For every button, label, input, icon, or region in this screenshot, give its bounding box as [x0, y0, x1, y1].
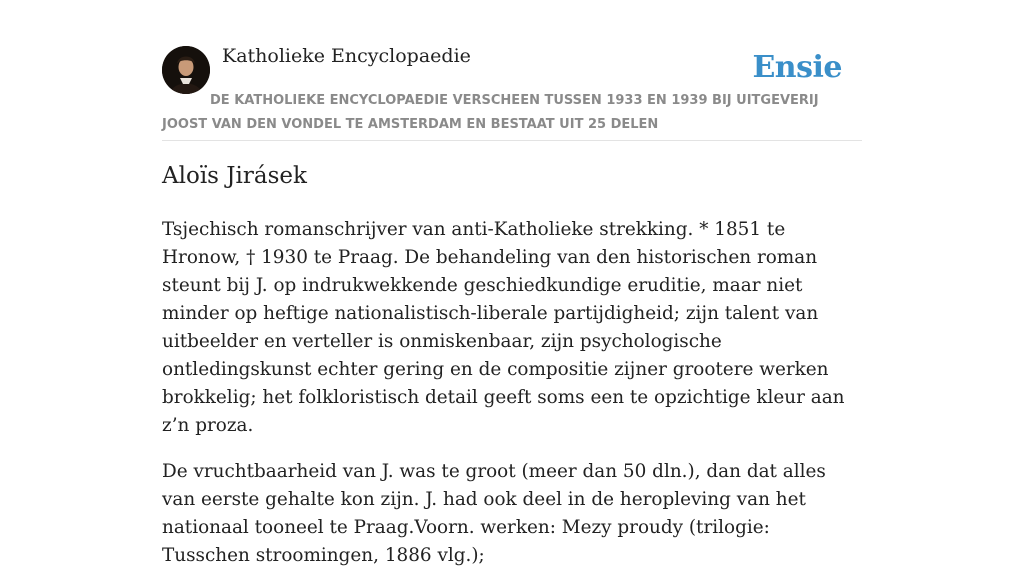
- site-header: [162, 0, 862, 141]
- article-title: Aloïs Jirásek: [162, 163, 307, 189]
- avatar[interactable]: [162, 46, 210, 94]
- brand-logo[interactable]: Ensie: [752, 50, 842, 85]
- article-paragraph: De vruchtbaarheid van J. was te groot (meer dan 50 dln.), dan dat alles van eerste gehalte kon zijn. J. had ook deel in de heropleving van het nationaal tooneel te Praag.Voorn. werken: Mezy proudy (trilogie: Tusschen stroomingen, 1886 vlg.);: [162, 461, 826, 566]
- site-title[interactable]: Katholieke Encyclopaedie: [222, 45, 471, 67]
- site-subtitle: DE KATHOLIEKE ENCYCLOPAEDIE VERSCHEEN TUSSEN 1933 EN 1939 BIJ UITGEVERIJ JOOST VAN DEN VONDEL TE AMSTERDAM EN BESTAAT UIT 25 DELEN: [162, 93, 819, 132]
- page: [162, 0, 862, 566]
- article-paragraph: Tsjechisch romanschrijver van anti-Katholieke strekking. * 1851 te Hronow, † 1930 te Praag. De behandeling van den historischen roman steunt bij J. op indrukwekkende geschiedkundige eruditie, maar niet minder op heftige nationalistisch-liberale partijdigheid; zijn talent van uitbeelder en verteller is onmiskenbaar, zijn psychologische ontledingskunst echter gering en de compositie zijner grootere werken brokkelig; het folkloristisch detail geeft soms een te opzichtige kleur aan z’n proza.: [162, 219, 845, 436]
- portrait-avatar-icon: [162, 46, 210, 94]
- article-body: [162, 216, 862, 588]
